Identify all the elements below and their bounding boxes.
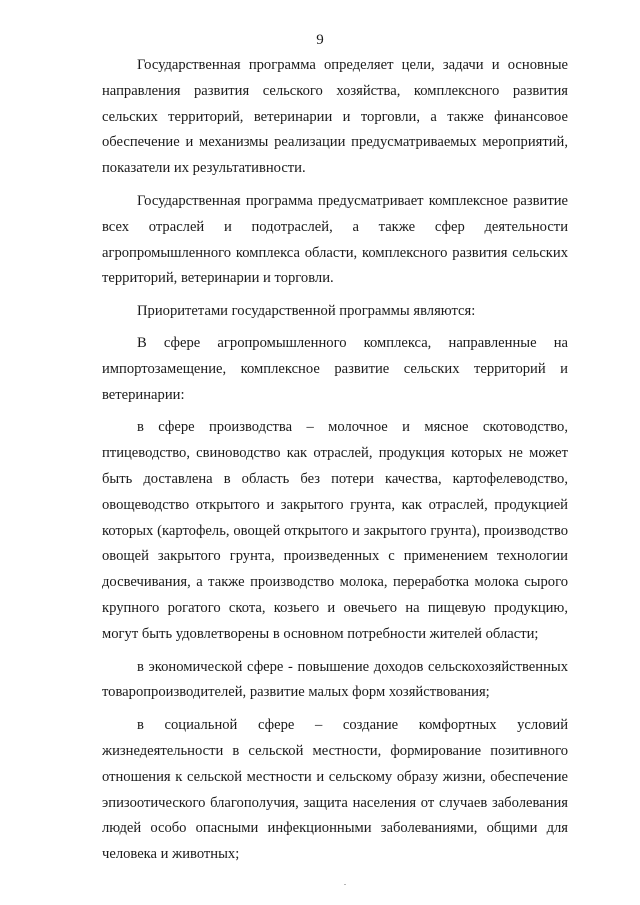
paragraph-program-scope: Государственная программа предусматривает комплексное развитие всех отраслей и подотраслей, а также сфер деятельности агропромышленного комплекса области, комплексного развития сельских территорий, ветеринарии и торговли. [102,192,568,287]
paragraph-priorities-heading: Приоритетами государственной программы являются: [137,303,476,320]
paragraph-agro-sphere: В сфере агропромышленного комплекса, направленные на импортозамещение, комплексное развитие сельских территорий и ветеринарии: [102,334,568,403]
document-body [102,53,568,868]
scan-artifact [344,884,346,885]
paragraph-production-sphere: в сфере производства – молочное и мясное скотоводство, птицеводство, свиноводство как отраслей, продукция которых не может быть доставлена в область без потери качества, картофелеводство, овощеводство открытого и закрытого грунта, как отраслей, продукцией которых (картофель, овощей открытого и закрытого грунта), производство овощей закрытого грунта, произведенных с применением технологии досвечивания, а также производство молока, переработка молока сырого крупного рогатого скота, козьего и овечьего на пищевую продукцию, могут быть удовлетворены в основном потребности жителей области; [102,419,568,642]
paragraph-economic-sphere: в экономической сфере - повышение доходов сельскохозяйственных товаропроизводителей, развитие малых форм хозяйствования; [102,658,568,701]
paragraph-social-sphere: в социальной сфере – создание комфортных условий жизнедеятельности в сельской местности, формирование позитивного отношения к сельской местности и сельскому образу жизни, обеспечение эпизоотического благополучия, защита населения от случаев заболевания людей особо опасными инфекционными заболеваниями, общими для человека и животных; [102,717,568,863]
page-number: 9 [316,32,324,48]
paragraph-program-goals: Государственная программа определяет цели, задачи и основные направления развития сельского хозяйства, комплексного развития сельских территорий, ветеринарии и торговли, а также финансовое обеспечение и механизмы реализации предусматриваемых мероприятий, показатели их результативности. [102,57,568,177]
